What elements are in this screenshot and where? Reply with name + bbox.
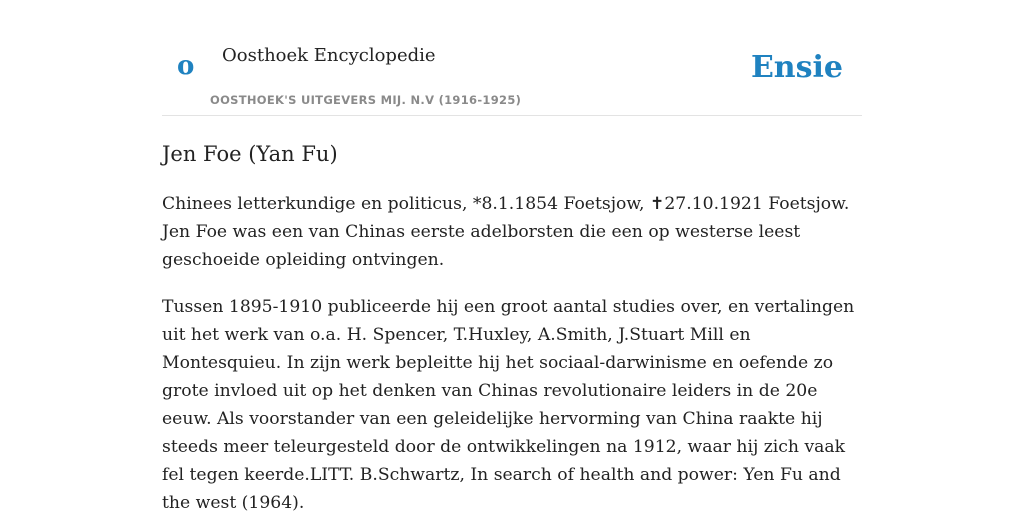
ensie-logo-link[interactable]: Ensie <box>750 50 843 85</box>
site-name-link[interactable]: Oosthoek Encyclopedie <box>222 45 436 66</box>
site-header <box>162 0 862 116</box>
article <box>162 138 862 512</box>
article-paragraph: Tussen 1895-1910 publiceerde hij een groot aantal studies over, en vertalingen uit het werk van o.a. H. Spencer, T.Huxley, A.Smith, J.Stuart Mill en Montesquieu. In zijn werk bepleitte hij het sociaal-darwinisme en oefende zo grote invloed uit op het denken van Chinas revolutionaire leiders in de 20e eeuw. Als voorstander van een geleidelijke hervorming van China raakte hij steeds meer teleurgesteld door de ontwikkelingen na 1912, waar hij zich vaak fel tegen keerde.LITT. B.Schwartz, In search of health and power: Yen Fu and the west (1964). <box>162 297 855 512</box>
article-title: Jen Foe (Yan Fu) <box>162 142 338 166</box>
logo-icon[interactable]: o <box>177 51 195 81</box>
article-paragraph: Chinees letterkundige en politicus, *8.1.1854 Foetsjow, ✝27.10.1921 Foetsjow. Jen Foe was een van Chinas eerste adelborsten die een op westerse leest geschoeide opleiding ontvingen. <box>162 194 850 270</box>
publisher-label: OOSTHOEK'S UITGEVERS MIJ. N.V (1916-1925) <box>210 93 522 107</box>
